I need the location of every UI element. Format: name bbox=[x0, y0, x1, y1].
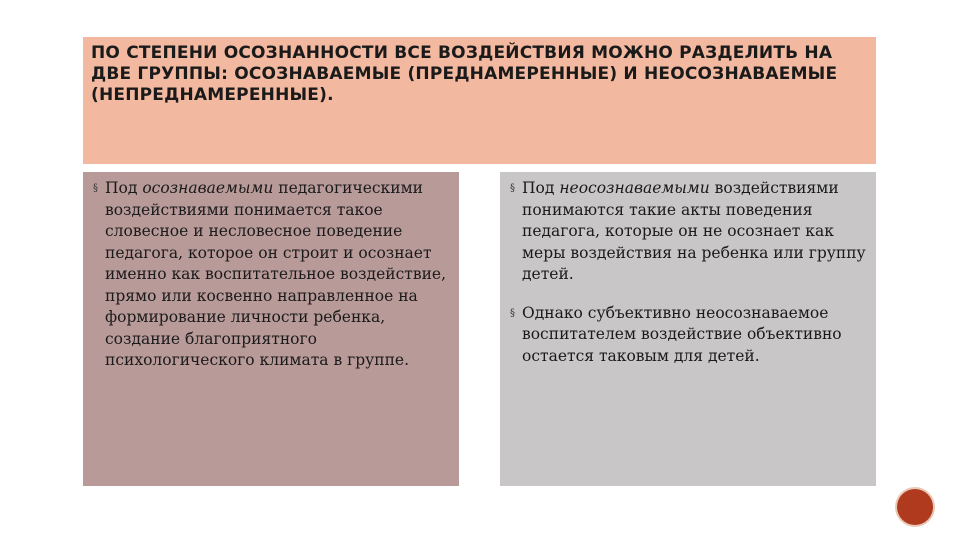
left-p1-emphasis: осознаваемыми bbox=[142, 179, 274, 197]
left-p1-prefix: Под bbox=[105, 179, 143, 197]
right-paragraph-1 bbox=[510, 178, 866, 286]
bullet-icon: § bbox=[93, 183, 98, 194]
right-p1-prefix: Под bbox=[522, 179, 560, 197]
bullet-icon: § bbox=[510, 307, 515, 319]
slide-number-badge bbox=[897, 489, 933, 525]
slide-title: ПО СТЕПЕНИ ОСОЗНАННОСТИ ВСЕ ВОЗДЕЙСТВИЯ МОЖНО РАЗДЕЛИТЬ НА ДВЕ ГРУППЫ: ОСОЗНАВАЕМЫЕ (ПРЕДНАМЕРЕННЫЕ) И НЕОСОЗНАВАЕМЫЕ (НЕПРЕДНАМЕРЕННЫЕ). bbox=[91, 43, 838, 105]
left-column bbox=[83, 172, 459, 486]
right-paragraph-2 bbox=[510, 303, 866, 368]
title-panel bbox=[83, 37, 876, 164]
bullet-icon: § bbox=[510, 183, 515, 194]
right-p1-emphasis: неосознаваемыми bbox=[559, 179, 710, 197]
left-paragraph-1 bbox=[93, 178, 449, 372]
right-column bbox=[500, 172, 876, 486]
right-p1-text: воздействиями понимаются такие акты поведения педагога, которые он не осознает как меры воздействия на ребенка или группу детей. bbox=[522, 179, 866, 283]
left-p1-text: педагогическими воздействиями понимается такое словесное и несловесное поведение педагога, которое он строит и осознает именно как воспитательное воздействие, прямо или косвенно направленное на формирование личности ребенка, создание благоприятного психологического климата в группе. bbox=[105, 179, 447, 369]
right-p2-text: Однако субъективно неосознаваемое воспитателем воздействие объективно остается таковым для детей. bbox=[522, 303, 842, 365]
